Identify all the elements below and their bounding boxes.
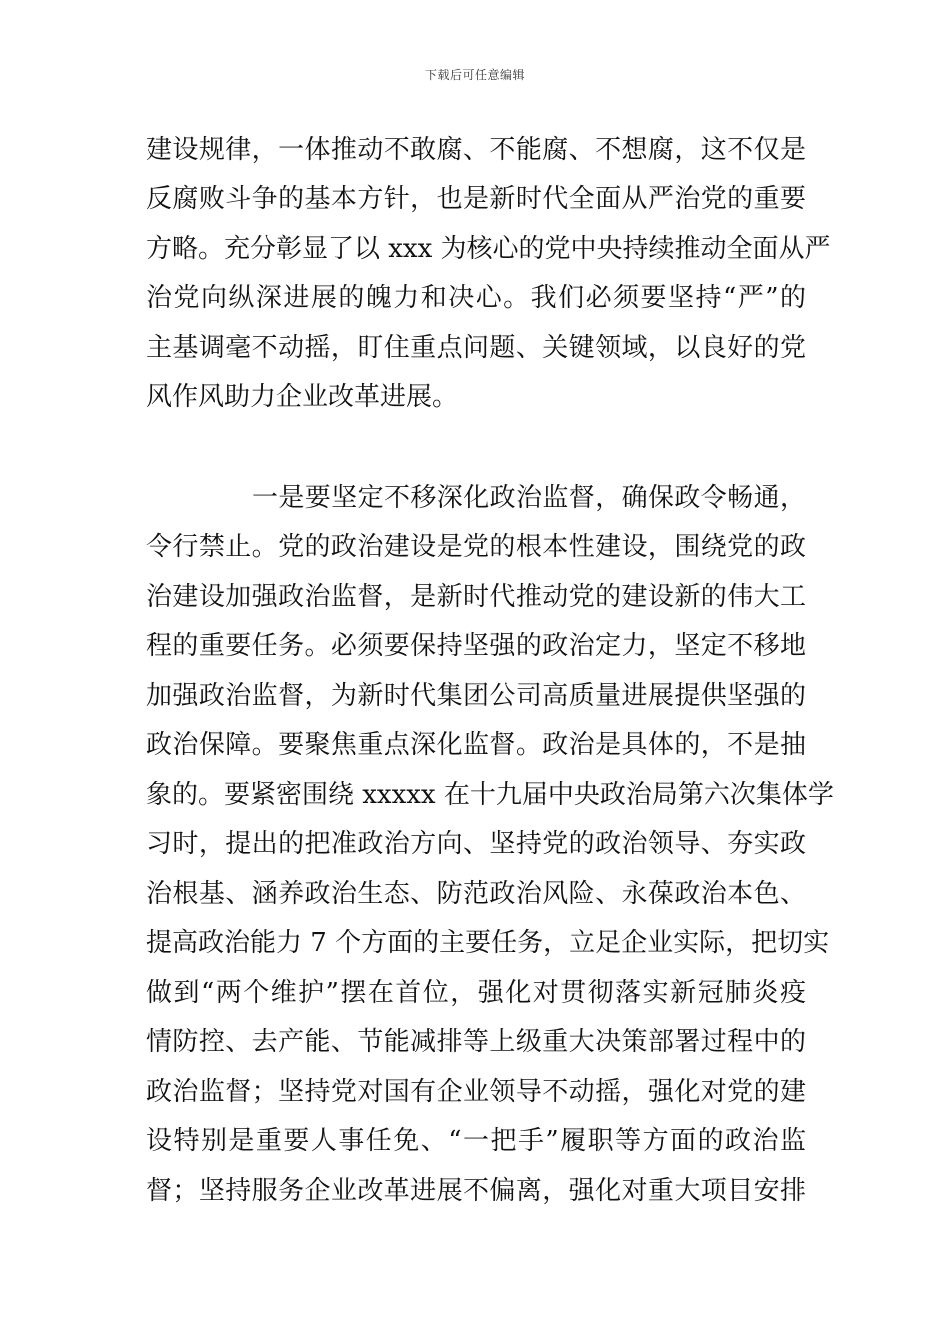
paragraph-line: 程的重要任务。必须要保持坚强的政治定力，坚定不移地 xyxy=(146,631,806,661)
paragraph-line: 方略。充分彰显了以 xxx 为核心的党中央持续推动全面从严 xyxy=(146,234,831,264)
paragraph-line: 提高政治能力 7 个方面的主要任务，立足企业实际，把切实 xyxy=(146,928,830,958)
paragraph-line: 建设规律，一体推动不敢腐、不能腐、不想腐，这不仅是 xyxy=(146,135,806,165)
paragraph-line: 风作风助力企业改革进展。 xyxy=(146,382,459,412)
paragraph-line: 治建设加强政治监督，是新时代推动党的建设新的伟大工 xyxy=(146,582,806,612)
paragraph-line: 情防控、去产能、节能减排等上级重大决策部署过程中的 xyxy=(146,1027,806,1057)
paragraph-line: 习时，提出的把准政治方向、坚持党的政治领导、夯实政 xyxy=(146,829,806,859)
paragraph-line: 治党向纵深进展的魄力和决心。我们必须要坚持“严”的 xyxy=(146,283,806,313)
paragraph-line: 主基调毫不动摇，盯住重点问题、关键领域，以良好的党 xyxy=(146,333,806,363)
paragraph-line: 令行禁止。党的政治建设是党的根本性建设，围绕党的政 xyxy=(146,532,806,562)
paragraph-line: 加强政治监督，为新时代集团公司高质量进展提供坚强的 xyxy=(146,681,806,711)
page-header: 下载后可任意编辑 xyxy=(424,68,525,82)
paragraph-line: 做到“两个维护”摆在首位，强化对贯彻落实新冠肺炎疫 xyxy=(146,978,806,1008)
paragraph-line: 政治保障。要聚焦重点深化监督。政治是具体的，不是抽 xyxy=(146,730,806,760)
paragraph-line: 政治监督；坚持党对国有企业领导不动摇，强化对党的建 xyxy=(146,1077,806,1107)
paragraph-line: 设特别是重要人事任免、“一把手”履职等方面的政治监 xyxy=(146,1126,806,1156)
paragraph-line: 治根基、涵养政治生态、防范政治风险、永葆政治本色、 xyxy=(146,879,806,909)
paragraph-line: 一是要坚定不移深化政治监督，确保政令畅通， xyxy=(252,483,806,513)
paragraph-line: 象的。要紧密围绕 xxxxx 在十九届中央政治局第六次集体学 xyxy=(146,780,834,810)
paragraph-line: 反腐败斗争的基本方针，也是新时代全面从严治党的重要 xyxy=(146,184,806,214)
paragraph-line: 督；坚持服务企业改革进展不偏离，强化对重大项目安排 xyxy=(146,1176,806,1206)
